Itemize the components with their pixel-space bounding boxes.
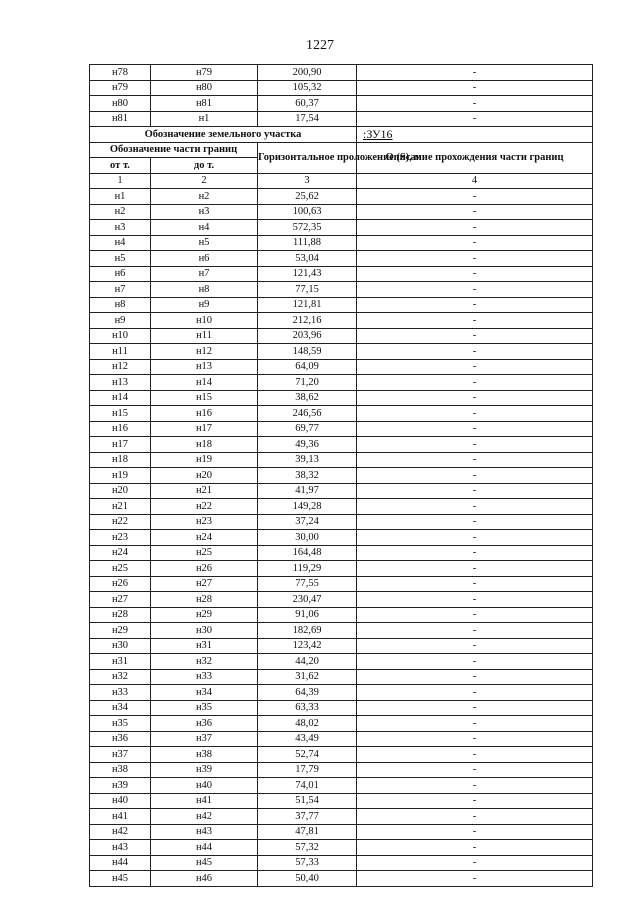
distance-cell: 49,36 bbox=[258, 437, 357, 453]
distance-cell: 37,77 bbox=[258, 809, 357, 825]
table-row bbox=[90, 700, 593, 716]
description-cell: - bbox=[357, 111, 593, 127]
description-cell: - bbox=[357, 452, 593, 468]
from-point-cell: н1 bbox=[90, 189, 151, 205]
description-cell: - bbox=[357, 530, 593, 546]
description-cell: - bbox=[357, 328, 593, 344]
to-point-cell: н26 bbox=[151, 561, 258, 577]
description-cell: - bbox=[357, 80, 593, 96]
description-cell: - bbox=[357, 421, 593, 437]
distance-cell: 39,13 bbox=[258, 452, 357, 468]
description-cell: - bbox=[357, 344, 593, 360]
distance-cell: 230,47 bbox=[258, 592, 357, 608]
description-cell: - bbox=[357, 731, 593, 747]
description-cell: - bbox=[357, 390, 593, 406]
to-point-cell: н44 bbox=[151, 840, 258, 856]
description-cell: - bbox=[357, 654, 593, 670]
from-point-cell: н10 bbox=[90, 328, 151, 344]
table-row bbox=[90, 840, 593, 856]
to-point-cell: н37 bbox=[151, 731, 258, 747]
table-row bbox=[90, 731, 593, 747]
from-point-cell: н14 bbox=[90, 390, 151, 406]
from-point-cell: н81 bbox=[90, 111, 151, 127]
table-row bbox=[90, 809, 593, 825]
distance-cell: 64,39 bbox=[258, 685, 357, 701]
distance-cell: 25,62 bbox=[258, 189, 357, 205]
to-point-cell: н24 bbox=[151, 530, 258, 546]
table-row bbox=[90, 406, 593, 422]
table-header bbox=[90, 127, 593, 189]
description-cell: - bbox=[357, 592, 593, 608]
description-cell: - bbox=[357, 638, 593, 654]
table-row bbox=[90, 514, 593, 530]
description-cell: - bbox=[357, 514, 593, 530]
distance-cell: 44,20 bbox=[258, 654, 357, 670]
table-row bbox=[90, 220, 593, 236]
description-cell: - bbox=[357, 499, 593, 515]
from-point-cell: н2 bbox=[90, 204, 151, 220]
distance-cell: 52,74 bbox=[258, 747, 357, 763]
column-number: 1 bbox=[90, 173, 151, 189]
table-row bbox=[90, 390, 593, 406]
from-point-cell: н40 bbox=[90, 793, 151, 809]
description-cell: - bbox=[357, 576, 593, 592]
table-row bbox=[90, 282, 593, 298]
from-point-cell: н25 bbox=[90, 561, 151, 577]
table-row bbox=[90, 483, 593, 499]
to-point-cell: н35 bbox=[151, 700, 258, 716]
from-point-cell: н39 bbox=[90, 778, 151, 794]
table-row bbox=[90, 235, 593, 251]
description-cell: - bbox=[357, 65, 593, 81]
to-point-cell: н42 bbox=[151, 809, 258, 825]
table-row bbox=[90, 499, 593, 515]
distance-cell: 17,54 bbox=[258, 111, 357, 127]
from-point-cell: н31 bbox=[90, 654, 151, 670]
description-cell: - bbox=[357, 313, 593, 329]
distance-cell: 38,32 bbox=[258, 468, 357, 484]
description-header: Описание прохождения части границ bbox=[357, 142, 593, 173]
table-row bbox=[90, 530, 593, 546]
table-row bbox=[90, 716, 593, 732]
distance-cell: 572,35 bbox=[258, 220, 357, 236]
description-cell: - bbox=[357, 793, 593, 809]
to-point-cell: н17 bbox=[151, 421, 258, 437]
distance-cell: 30,00 bbox=[258, 530, 357, 546]
table-row bbox=[90, 452, 593, 468]
from-point-cell: н28 bbox=[90, 607, 151, 623]
distance-cell: 212,16 bbox=[258, 313, 357, 329]
description-cell: - bbox=[357, 561, 593, 577]
from-point-cell: н33 bbox=[90, 685, 151, 701]
description-cell: - bbox=[357, 747, 593, 763]
column-number: 3 bbox=[258, 173, 357, 189]
from-point-cell: н41 bbox=[90, 809, 151, 825]
table-row bbox=[90, 468, 593, 484]
from-point-cell: н37 bbox=[90, 747, 151, 763]
description-cell: - bbox=[357, 96, 593, 112]
table-row bbox=[90, 65, 593, 81]
distance-cell: 100,63 bbox=[258, 204, 357, 220]
to-point-cell: н1 bbox=[151, 111, 258, 127]
distance-cell: 43,49 bbox=[258, 731, 357, 747]
distance-cell: 182,69 bbox=[258, 623, 357, 639]
distance-cell: 200,90 bbox=[258, 65, 357, 81]
to-point-cell: н10 bbox=[151, 313, 258, 329]
distance-cell: 119,29 bbox=[258, 561, 357, 577]
description-cell: - bbox=[357, 685, 593, 701]
to-point-cell: н33 bbox=[151, 669, 258, 685]
table-row bbox=[90, 421, 593, 437]
from-point-cell: н6 bbox=[90, 266, 151, 282]
to-point-cell: н18 bbox=[151, 437, 258, 453]
from-point-cell: н38 bbox=[90, 762, 151, 778]
from-point-cell: н11 bbox=[90, 344, 151, 360]
horizontal-distance-header: Горизонтальное проложение (S), м bbox=[258, 142, 357, 173]
to-point-cell: н23 bbox=[151, 514, 258, 530]
table-row bbox=[90, 638, 593, 654]
distance-cell: 41,97 bbox=[258, 483, 357, 499]
from-point-cell: н78 bbox=[90, 65, 151, 81]
from-point-cell: н17 bbox=[90, 437, 151, 453]
from-point-cell: н3 bbox=[90, 220, 151, 236]
to-point-cell: н31 bbox=[151, 638, 258, 654]
top-rows bbox=[90, 65, 593, 127]
to-point-cell: н2 bbox=[151, 189, 258, 205]
to-point-cell: н41 bbox=[151, 793, 258, 809]
table-row bbox=[90, 111, 593, 127]
distance-cell: 105,32 bbox=[258, 80, 357, 96]
to-point-cell: н43 bbox=[151, 824, 258, 840]
to-point-cell: н39 bbox=[151, 762, 258, 778]
table-row bbox=[90, 266, 593, 282]
table-row bbox=[90, 607, 593, 623]
from-point-cell: н18 bbox=[90, 452, 151, 468]
description-cell: - bbox=[357, 437, 593, 453]
to-point-cell: н19 bbox=[151, 452, 258, 468]
from-point-cell: н16 bbox=[90, 421, 151, 437]
distance-cell: 77,15 bbox=[258, 282, 357, 298]
table-row bbox=[90, 623, 593, 639]
table-row bbox=[90, 871, 593, 887]
from-point-cell: н36 bbox=[90, 731, 151, 747]
part-designation-header: Обозначение части границ bbox=[90, 142, 258, 158]
to-point-cell: н13 bbox=[151, 359, 258, 375]
to-point-cell: н8 bbox=[151, 282, 258, 298]
to-point-cell: н4 bbox=[151, 220, 258, 236]
to-point-cell: н80 bbox=[151, 80, 258, 96]
table-row bbox=[90, 654, 593, 670]
description-cell: - bbox=[357, 824, 593, 840]
parcel-row bbox=[90, 127, 593, 143]
table-row bbox=[90, 545, 593, 561]
from-point-cell: н23 bbox=[90, 530, 151, 546]
table-row bbox=[90, 359, 593, 375]
to-point-cell: н14 bbox=[151, 375, 258, 391]
to-point-cell: н15 bbox=[151, 390, 258, 406]
to-point-cell: н45 bbox=[151, 855, 258, 871]
parcel-label: Обозначение земельного участка bbox=[90, 127, 357, 143]
description-cell: - bbox=[357, 855, 593, 871]
from-point-cell: н15 bbox=[90, 406, 151, 422]
boundary-table bbox=[89, 64, 593, 887]
table-row bbox=[90, 80, 593, 96]
to-point-cell: н22 bbox=[151, 499, 258, 515]
distance-cell: 77,55 bbox=[258, 576, 357, 592]
parcel-value: :ЗУ16 bbox=[357, 127, 593, 143]
distance-cell: 121,43 bbox=[258, 266, 357, 282]
distance-cell: 164,48 bbox=[258, 545, 357, 561]
from-point-cell: н27 bbox=[90, 592, 151, 608]
from-point-cell: н9 bbox=[90, 313, 151, 329]
distance-cell: 37,24 bbox=[258, 514, 357, 530]
distance-cell: 149,28 bbox=[258, 499, 357, 515]
table-row bbox=[90, 824, 593, 840]
to-point-cell: н16 bbox=[151, 406, 258, 422]
to-point-cell: н9 bbox=[151, 297, 258, 313]
to-point-cell: н28 bbox=[151, 592, 258, 608]
table-row bbox=[90, 437, 593, 453]
from-point-cell: н79 bbox=[90, 80, 151, 96]
from-point-cell: н19 bbox=[90, 468, 151, 484]
to-point-cell: н12 bbox=[151, 344, 258, 360]
description-cell: - bbox=[357, 235, 593, 251]
from-point-cell: н22 bbox=[90, 514, 151, 530]
to-point-cell: н32 bbox=[151, 654, 258, 670]
table-row bbox=[90, 669, 593, 685]
distance-cell: 63,33 bbox=[258, 700, 357, 716]
table-row bbox=[90, 313, 593, 329]
table-row bbox=[90, 297, 593, 313]
description-cell: - bbox=[357, 266, 593, 282]
from-point-cell: н21 bbox=[90, 499, 151, 515]
from-point-cell: н35 bbox=[90, 716, 151, 732]
from-point-cell: н43 bbox=[90, 840, 151, 856]
table-row bbox=[90, 189, 593, 205]
column-number: 4 bbox=[357, 173, 593, 189]
distance-cell: 31,62 bbox=[258, 669, 357, 685]
distance-cell: 38,62 bbox=[258, 390, 357, 406]
distance-cell: 111,88 bbox=[258, 235, 357, 251]
description-cell: - bbox=[357, 406, 593, 422]
to-point-cell: н46 bbox=[151, 871, 258, 887]
table-row bbox=[90, 375, 593, 391]
from-point-cell: н26 bbox=[90, 576, 151, 592]
to-point-cell: н81 bbox=[151, 96, 258, 112]
to-point-cell: н3 bbox=[151, 204, 258, 220]
from-point-cell: н44 bbox=[90, 855, 151, 871]
description-cell: - bbox=[357, 700, 593, 716]
table-row bbox=[90, 344, 593, 360]
distance-cell: 69,77 bbox=[258, 421, 357, 437]
to-point-cell: н79 bbox=[151, 65, 258, 81]
to-point-header: до т. bbox=[151, 158, 258, 174]
description-cell: - bbox=[357, 251, 593, 267]
distance-cell: 57,32 bbox=[258, 840, 357, 856]
to-point-cell: н20 bbox=[151, 468, 258, 484]
description-cell: - bbox=[357, 778, 593, 794]
page-number: 1227 bbox=[306, 38, 334, 53]
table-row bbox=[90, 328, 593, 344]
from-point-cell: н20 bbox=[90, 483, 151, 499]
to-point-cell: н7 bbox=[151, 266, 258, 282]
description-cell: - bbox=[357, 483, 593, 499]
description-cell: - bbox=[357, 809, 593, 825]
description-cell: - bbox=[357, 375, 593, 391]
distance-cell: 53,04 bbox=[258, 251, 357, 267]
to-point-cell: н38 bbox=[151, 747, 258, 763]
from-point-cell: н5 bbox=[90, 251, 151, 267]
distance-cell: 47,81 bbox=[258, 824, 357, 840]
description-cell: - bbox=[357, 840, 593, 856]
distance-cell: 60,37 bbox=[258, 96, 357, 112]
description-cell: - bbox=[357, 297, 593, 313]
to-point-cell: н29 bbox=[151, 607, 258, 623]
distance-cell: 74,01 bbox=[258, 778, 357, 794]
table-row bbox=[90, 685, 593, 701]
to-point-cell: н6 bbox=[151, 251, 258, 267]
distance-cell: 148,59 bbox=[258, 344, 357, 360]
distance-cell: 50,40 bbox=[258, 871, 357, 887]
column-number: 2 bbox=[151, 173, 258, 189]
from-point-cell: н29 bbox=[90, 623, 151, 639]
distance-cell: 71,20 bbox=[258, 375, 357, 391]
column-number-row bbox=[90, 173, 593, 189]
table-row bbox=[90, 576, 593, 592]
distance-cell: 123,42 bbox=[258, 638, 357, 654]
description-cell: - bbox=[357, 871, 593, 887]
description-cell: - bbox=[357, 669, 593, 685]
table-row bbox=[90, 96, 593, 112]
description-cell: - bbox=[357, 359, 593, 375]
to-point-cell: н36 bbox=[151, 716, 258, 732]
description-cell: - bbox=[357, 762, 593, 778]
from-point-cell: н8 bbox=[90, 297, 151, 313]
to-point-cell: н11 bbox=[151, 328, 258, 344]
description-cell: - bbox=[357, 545, 593, 561]
table-row bbox=[90, 793, 593, 809]
description-cell: - bbox=[357, 716, 593, 732]
table-row bbox=[90, 561, 593, 577]
table-row bbox=[90, 762, 593, 778]
to-point-cell: н25 bbox=[151, 545, 258, 561]
from-point-cell: н32 bbox=[90, 669, 151, 685]
from-point-cell: н42 bbox=[90, 824, 151, 840]
distance-cell: 17,79 bbox=[258, 762, 357, 778]
description-cell: - bbox=[357, 468, 593, 484]
header-row bbox=[90, 142, 593, 158]
table-row bbox=[90, 251, 593, 267]
from-point-cell: н7 bbox=[90, 282, 151, 298]
distance-cell: 91,06 bbox=[258, 607, 357, 623]
from-point-cell: н13 bbox=[90, 375, 151, 391]
table-row bbox=[90, 747, 593, 763]
from-point-cell: н24 bbox=[90, 545, 151, 561]
to-point-cell: н5 bbox=[151, 235, 258, 251]
to-point-cell: н40 bbox=[151, 778, 258, 794]
description-cell: - bbox=[357, 220, 593, 236]
description-cell: - bbox=[357, 189, 593, 205]
from-point-cell: н30 bbox=[90, 638, 151, 654]
from-point-cell: н34 bbox=[90, 700, 151, 716]
distance-cell: 203,96 bbox=[258, 328, 357, 344]
to-point-cell: н27 bbox=[151, 576, 258, 592]
distance-cell: 51,54 bbox=[258, 793, 357, 809]
description-cell: - bbox=[357, 607, 593, 623]
distance-cell: 57,33 bbox=[258, 855, 357, 871]
description-cell: - bbox=[357, 204, 593, 220]
from-point-cell: н4 bbox=[90, 235, 151, 251]
distance-cell: 48,02 bbox=[258, 716, 357, 732]
to-point-cell: н21 bbox=[151, 483, 258, 499]
from-point-cell: н45 bbox=[90, 871, 151, 887]
description-cell: - bbox=[357, 623, 593, 639]
from-point-cell: н80 bbox=[90, 96, 151, 112]
to-point-cell: н34 bbox=[151, 685, 258, 701]
description-cell: - bbox=[357, 282, 593, 298]
distance-cell: 64,09 bbox=[258, 359, 357, 375]
from-point-header: от т. bbox=[90, 158, 151, 174]
table-row bbox=[90, 204, 593, 220]
from-point-cell: н12 bbox=[90, 359, 151, 375]
distance-cell: 246,56 bbox=[258, 406, 357, 422]
main-rows bbox=[90, 189, 593, 887]
table-row bbox=[90, 855, 593, 871]
table-row bbox=[90, 592, 593, 608]
to-point-cell: н30 bbox=[151, 623, 258, 639]
table-row bbox=[90, 778, 593, 794]
distance-cell: 121,81 bbox=[258, 297, 357, 313]
